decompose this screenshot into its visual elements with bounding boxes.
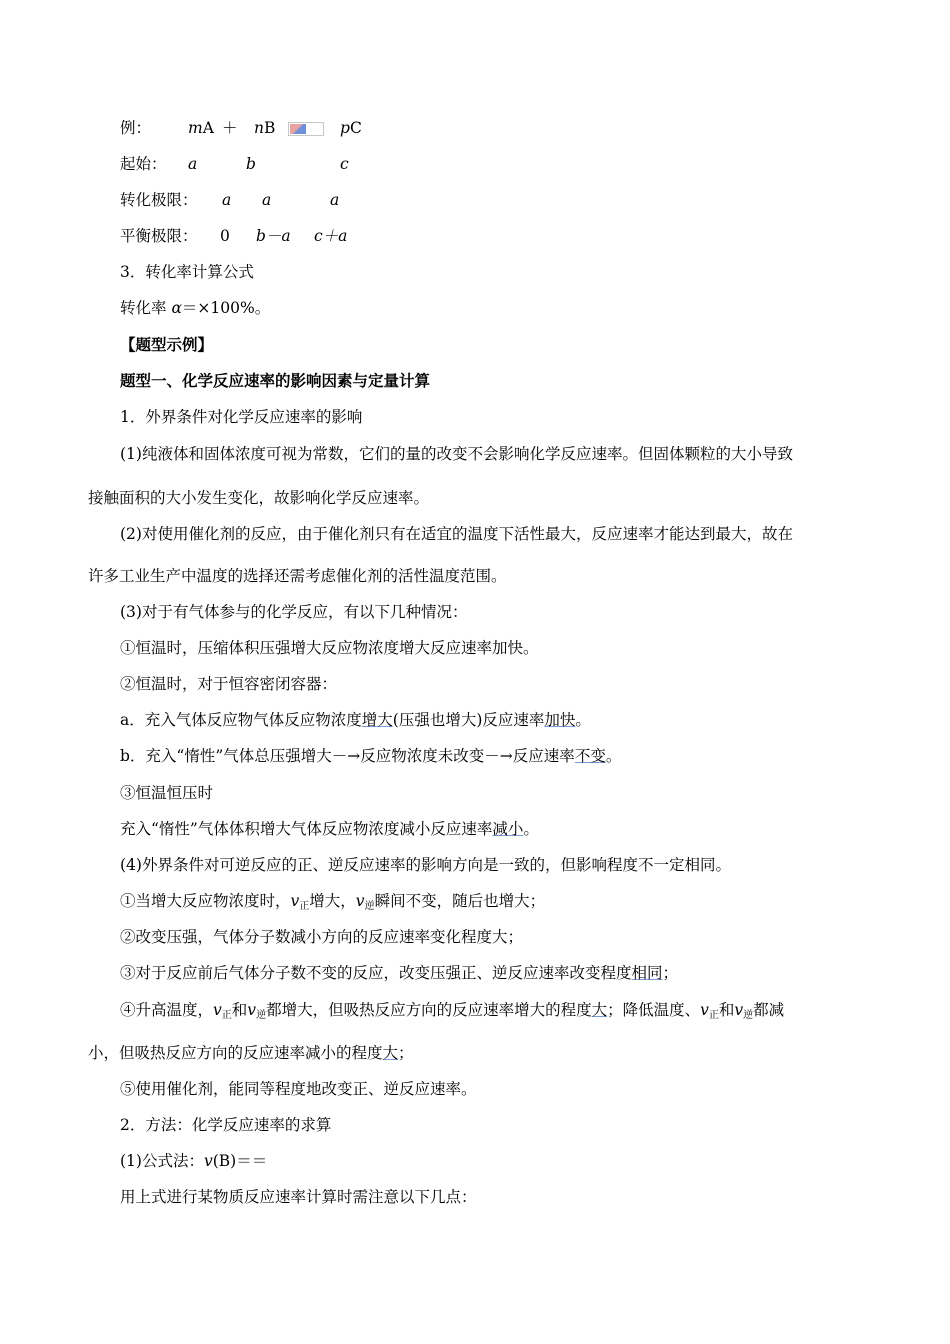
case2b-end: 。	[605, 747, 622, 765]
d3-end: ；	[662, 964, 679, 982]
equation-reactant-a	[188, 118, 214, 138]
case2a-faster: 加快	[544, 711, 576, 729]
sub-forward: 正	[708, 1010, 719, 1021]
case2b	[120, 746, 621, 766]
d3-prefix: ③对于反应前后气体分子数不变的反应，改变压强正、逆反应速率改变程度	[120, 964, 632, 982]
arrow-icon: －→	[331, 747, 361, 765]
case3: ③恒温恒压时	[120, 784, 214, 802]
d4-large: 大	[591, 1001, 608, 1019]
case2b-prefix: b．充入“惰性”气体总压强增大	[120, 747, 332, 765]
p1-line2: 接触面积的大小发生变化，故影响化学反应速率。	[88, 489, 430, 507]
species-a: A	[202, 119, 214, 137]
species-b: B	[263, 119, 276, 137]
v-symbol: v	[247, 1001, 257, 1019]
d3-same: 相同	[631, 964, 663, 982]
equilibrium-arrow-icon	[288, 122, 324, 136]
alpha-symbol: α	[171, 299, 182, 317]
case2: ②恒温时，对于恒容密闭容器：	[120, 675, 338, 693]
v-symbol: v	[213, 1001, 222, 1019]
d4-line2-prefix: 小，但吸热反应方向的反应速率减小的程度	[88, 1044, 383, 1062]
p2-line1: (2)对使用催化剂的反应，由于催化剂只有在适宜的温度下活性最大，反应速率才能达到最大，故在	[120, 525, 793, 543]
v-symbol: v	[734, 1001, 744, 1019]
d4-line2	[88, 1043, 414, 1063]
sub-reverse: 逆	[256, 1010, 267, 1021]
method1-note: 用上式进行某物质反应速率计算时需注意以下几点：	[120, 1188, 477, 1206]
method1	[120, 1151, 267, 1171]
balance-2: b－a	[256, 227, 291, 245]
limit-2: a	[262, 191, 272, 209]
equation-reactant-b	[254, 118, 275, 138]
limit-label: 转化极限：	[120, 191, 198, 209]
start-label: 起始：	[120, 155, 167, 173]
d4-large2: 大	[382, 1044, 399, 1062]
sub-reverse: 逆	[364, 901, 375, 912]
v-symbol: v	[290, 892, 300, 910]
case1: ①恒温时，压缩体积压强增大反应物浓度增大反应速率加快。	[120, 639, 539, 657]
d4-c: 都增大，但吸热反应方向的反应速率增大的程度	[266, 1001, 592, 1019]
p3: (3)对于有气体参与的化学反应，有以下几种情况：	[120, 603, 468, 621]
d4-line2-end: ；	[398, 1044, 414, 1062]
sub-forward: 正	[221, 1010, 232, 1021]
item1-title: 1．外界条件对化学反应速率的影响	[120, 408, 363, 426]
case2b-mid2: 反应速率	[512, 747, 575, 765]
heading-type1: 题型一、化学反应速率的影响因素与定量计算	[120, 372, 431, 390]
coef-p: p	[340, 119, 350, 137]
d4-d: ；降低温度、	[607, 1001, 701, 1019]
heading-examples: 【题型示例】	[120, 336, 214, 354]
d5: ⑤使用催化剂，能同等程度地改变正、逆反应速率。	[120, 1080, 477, 1098]
case3-detail	[120, 819, 539, 839]
case2a-increase: 增大	[361, 711, 393, 729]
case2a-end: 。	[575, 711, 591, 729]
case2b-mid: 反应物浓度未改变	[360, 747, 485, 765]
coef-n: n	[254, 119, 264, 137]
d1	[120, 891, 545, 917]
example-label: 例：	[120, 119, 152, 137]
limit-3: a	[330, 191, 340, 209]
d4-line1	[120, 1000, 784, 1026]
coef-m: m	[188, 119, 203, 137]
v-symbol: v	[203, 1152, 213, 1170]
start-c: c	[340, 155, 349, 173]
method1-suffix: (B)＝＝	[212, 1152, 268, 1170]
equation-product-c	[340, 118, 362, 138]
d1-prefix: ①当增大反应物浓度时，	[120, 892, 291, 910]
p4: (4)外界条件对可逆反应的正、逆反应速率的影响方向是一致的，但影响程度不一定相同。	[120, 856, 731, 874]
d3	[120, 963, 678, 983]
start-b: b	[246, 155, 256, 173]
case3-detail-prefix: 充入“惰性”气体体积增大气体反应物浓度减小反应速率	[120, 820, 493, 838]
d1-mid: 增大，	[309, 892, 356, 910]
sub-reverse: 逆	[743, 1010, 754, 1021]
case2a-mid: (压强也增大)反应速率	[392, 711, 545, 729]
d2: ②改变压强，气体分子数减小方向的反应速率变化程度大；	[120, 928, 524, 946]
v-symbol: v	[700, 1001, 709, 1019]
item2-title: 2．方法：化学反应速率的求算	[120, 1116, 332, 1134]
d4-f: 都减	[753, 1001, 785, 1019]
formula-suffix: ＝×100%。	[181, 299, 271, 317]
equilibrium-arrow-image	[282, 118, 330, 138]
species-c: C	[349, 119, 362, 137]
method1-prefix: (1)公式法：	[120, 1152, 204, 1170]
balance-1: 0	[220, 227, 230, 245]
d4-b: 和	[231, 1001, 248, 1019]
formula-prefix: 转化率	[120, 299, 172, 317]
balance-3: c＋a	[314, 227, 348, 245]
sub-forward: 正	[299, 901, 310, 912]
arrow-icon: －→	[484, 747, 513, 765]
plus-sign: ＋	[222, 119, 238, 137]
d4-a: ④升高温度，	[120, 1001, 214, 1019]
case2a	[120, 710, 591, 730]
v-symbol: v	[355, 892, 365, 910]
p2-line2: 许多工业生产中温度的选择还需考虑催化剂的活性温度范围。	[88, 567, 507, 585]
start-a: a	[188, 155, 198, 173]
d4-e: 和	[718, 1001, 735, 1019]
p1-line1: (1)纯液体和固体浓度可视为常数，它们的量的改变不会影响化学反应速率。但固体颗粒的大小导致	[120, 445, 793, 463]
case3-detail-end: 。	[523, 820, 539, 838]
limit-1: a	[222, 191, 232, 209]
case2a-prefix: a．充入气体反应物气体反应物浓度	[120, 711, 362, 729]
d1-end: 瞬间不变，随后也增大；	[374, 892, 546, 910]
conversion-formula	[120, 298, 270, 318]
case3-decrease: 减小	[492, 820, 524, 838]
section3-title: 3．转化率计算公式	[120, 263, 254, 281]
balance-label: 平衡极限：	[120, 227, 198, 245]
case2b-unchanged: 不变	[574, 747, 606, 765]
